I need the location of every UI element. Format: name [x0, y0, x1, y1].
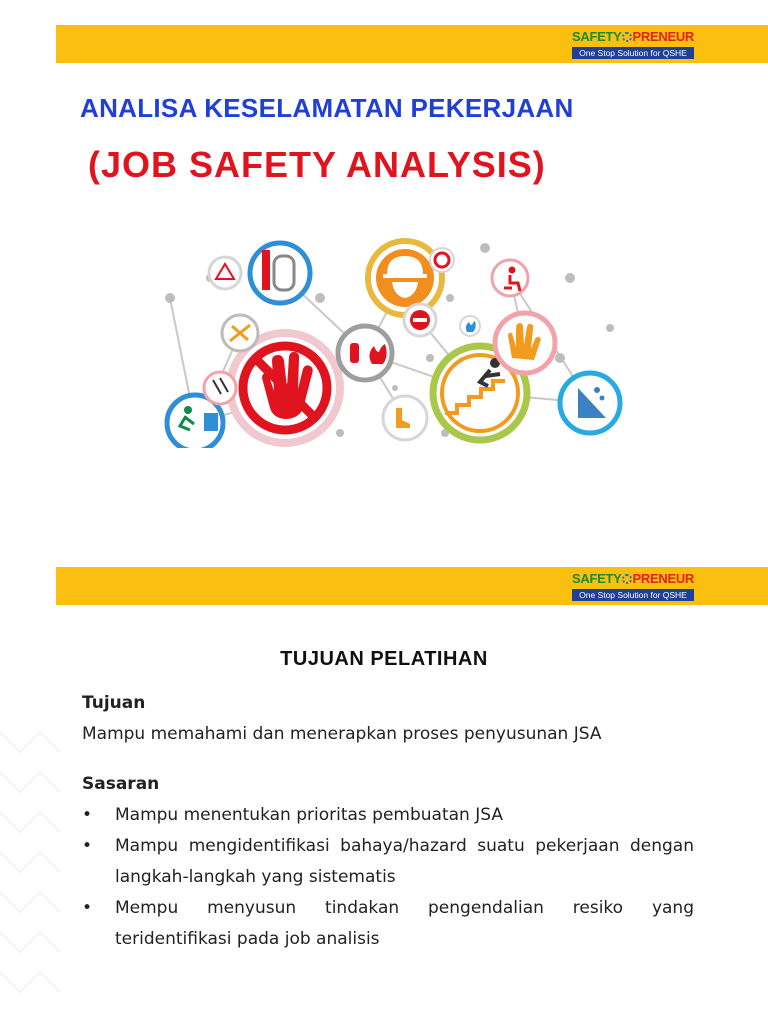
worker-helmet-icon: [368, 241, 442, 315]
brand-logo: [572, 570, 694, 602]
warning-icon: [209, 257, 241, 289]
tujuan-text: Mampu memahami dan menerapkan proses penyusunan JSA: [82, 724, 602, 744]
list-item: • Mampu mengidentifikasi bahaya/hazard suatu pekerjaan dengan langkah-langkah yang sistematis: [82, 831, 694, 893]
decorative-pattern: [0, 712, 70, 1024]
falling-rocks-icon: [560, 373, 620, 433]
fire-extinguisher-icon: [338, 326, 392, 380]
gloves-icon: [495, 313, 555, 373]
list-item: • Mempu menyusun tindakan pengendalian resiko yang teridentifikasi pada job analisis: [82, 893, 694, 955]
header-band: [56, 567, 768, 605]
objectives-body: [82, 688, 694, 955]
section-heading: TUJUAN PELATIHAN: [280, 648, 488, 670]
logo-word-safety: SAFETY: [572, 29, 622, 44]
header-band: [56, 25, 768, 63]
bullet: •: [82, 898, 93, 918]
title-english: (JOB SAFETY ANALYSIS): [88, 144, 546, 185]
logo-tagline: One Stop Solution for QSHE: [572, 589, 694, 601]
tujuan-label: Tujuan: [82, 693, 146, 713]
flame-icon: [460, 316, 480, 336]
boots-icon: [383, 396, 427, 440]
list-item: • Mampu menentukan prioritas pembuatan JSA: [82, 800, 694, 831]
logo-word-preneur: PRENEUR: [632, 571, 694, 586]
logo-tagline: One Stop Solution for QSHE: [572, 47, 694, 59]
bullet: •: [82, 836, 93, 856]
logo-word-safety: SAFETY: [572, 571, 622, 586]
no-entry-icon: [404, 304, 436, 336]
title-indonesian: ANALISA KESELAMATAN PEKERJAAN: [80, 93, 574, 123]
safety-icons-illustration: [150, 238, 628, 448]
brand-logo: [572, 28, 694, 60]
sasaran-label: Sasaran: [82, 774, 160, 794]
bullet: •: [82, 805, 93, 825]
gear-icon: [622, 574, 631, 584]
lifebuoy-icon: [430, 248, 454, 272]
slide-training-objectives: [0, 512, 768, 1024]
logo-word-preneur: PRENEUR: [632, 29, 694, 44]
sasaran-list: [82, 800, 694, 955]
gear-icon: [622, 32, 631, 42]
